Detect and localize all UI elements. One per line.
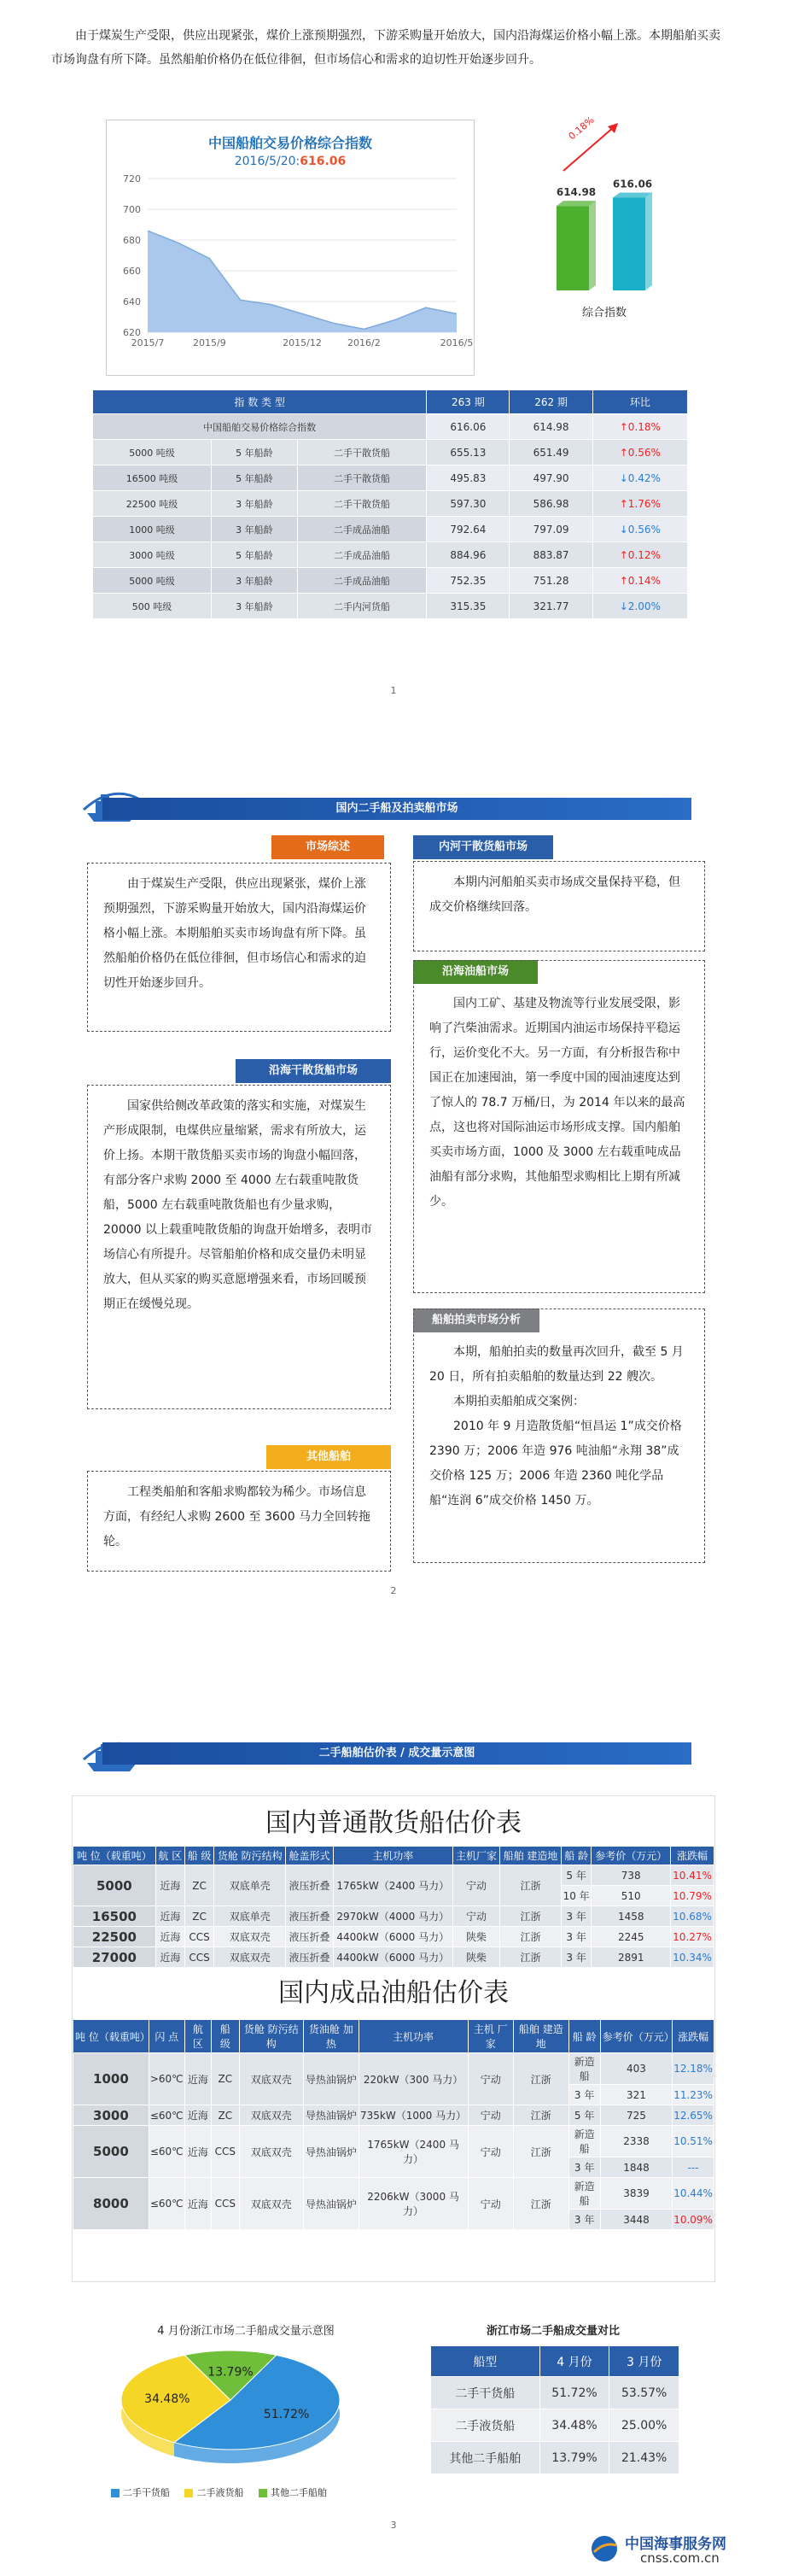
bulk-cover: 液压折叠 xyxy=(286,1906,333,1927)
pie-slice-label: 51.72% xyxy=(263,2407,310,2421)
legend-item xyxy=(259,2487,327,2498)
oil-header: 航 区 xyxy=(184,2020,212,2053)
compare-table xyxy=(430,2345,679,2474)
bulk-place: 江浙 xyxy=(500,1947,562,1968)
oil-row xyxy=(73,2053,714,2085)
index-value-previous: 497.90 xyxy=(510,465,592,491)
other-ships-text: 工程类船舶和客船求购都较为稀少。市场信息方面，有经纪人求购 2600 至 3600 马力全回转拖轮。 xyxy=(87,1471,391,1572)
y-tick-label: 720 xyxy=(123,173,141,184)
oil-header: 吨 位（载重吨） xyxy=(73,2020,149,2053)
index-name: 中国船舶交易价格综合指数 xyxy=(93,414,427,440)
oil-tonnage: 5000 xyxy=(73,2126,149,2178)
index-value-current: 655.13 xyxy=(427,440,510,465)
oil-area: 近海 xyxy=(184,2053,212,2105)
oil-change: 10.44% xyxy=(673,2178,714,2210)
index-table-header: 262 期 xyxy=(510,390,592,414)
bulk-header: 货舱 防污结构 xyxy=(214,1847,286,1865)
oil-table-title: 国内成品油船估价表 xyxy=(278,1978,509,2008)
compare-cell: 51.72% xyxy=(539,2377,609,2409)
oil-header: 闪 点 xyxy=(149,2020,184,2053)
index-tonnage: 500 吨级 xyxy=(93,594,212,619)
index-age: 3 年船龄 xyxy=(212,517,298,542)
oil-header: 货舱 防污结构 xyxy=(239,2020,304,2053)
index-bar xyxy=(613,197,645,290)
bulk-age: 3 年 xyxy=(561,1906,592,1927)
oil-age: 新造船 xyxy=(568,2053,600,2085)
pie-title: 4 月份浙江市场二手船成交量示意图 xyxy=(157,2325,335,2338)
compare-header: 3 月份 xyxy=(609,2346,679,2377)
oil-price: 1848 xyxy=(600,2157,672,2178)
bulk-maker: 陕柴 xyxy=(452,1947,499,1968)
index-value-previous: 321.77 xyxy=(510,594,592,619)
pie-slice-label: 34.48% xyxy=(144,2392,190,2407)
oil-cls: ZC xyxy=(212,2105,239,2126)
bulk-tonnage: 16500 xyxy=(73,1906,156,1927)
oil-maker: 宁动 xyxy=(468,2178,514,2230)
compare-cell: 13.79% xyxy=(539,2442,609,2474)
oil-tonnage: 1000 xyxy=(73,2053,149,2105)
oil-heat: 导热油锅炉 xyxy=(304,2126,359,2178)
oil-age: 3 年 xyxy=(568,2085,600,2105)
bulk-header: 主机功率 xyxy=(333,1847,452,1865)
bulk-hold: 双底单壳 xyxy=(214,1865,286,1906)
bulk-header: 船 级 xyxy=(184,1847,213,1865)
index-tonnage: 16500 吨级 xyxy=(93,465,212,491)
watermark-cn: 中国海事服务网 xyxy=(625,2536,726,2553)
bulk-maker: 宁动 xyxy=(452,1865,499,1906)
page-number: 2 xyxy=(390,1585,397,1596)
oil-row xyxy=(73,2105,714,2126)
index-tonnage: 5000 吨级 xyxy=(93,568,212,594)
index-row xyxy=(93,517,688,542)
index-type: 二手干散货船 xyxy=(297,440,427,465)
oil-price: 725 xyxy=(600,2105,672,2126)
compare-row xyxy=(431,2442,679,2474)
index-change: ↑1.76% xyxy=(592,491,687,517)
oil-header: 船 龄 xyxy=(568,2020,600,2053)
index-value-current: 752.35 xyxy=(427,568,510,594)
legend-label: 二手干货船 xyxy=(123,2487,170,2498)
oil-header: 涨跌幅 xyxy=(673,2020,714,2053)
bulk-header: 吨 位（载重吨） xyxy=(73,1847,156,1865)
compare-cell: 二手干货船 xyxy=(431,2377,540,2409)
y-tick-label: 660 xyxy=(123,266,141,277)
oil-area: 近海 xyxy=(184,2178,212,2230)
oil-age: 新造船 xyxy=(568,2178,600,2210)
index-tonnage: 3000 吨级 xyxy=(93,542,212,568)
index-change-label: 0.18% xyxy=(566,114,597,143)
pie-chart-svg xyxy=(94,2340,384,2477)
oil-header: 主机功率 xyxy=(359,2020,468,2053)
section2-banner: 国内二手船及拍卖船市场 xyxy=(102,798,691,820)
chart-subtitle xyxy=(107,155,474,168)
index-bar xyxy=(557,206,589,290)
bulk-table-title: 国内普通散货船估价表 xyxy=(265,1808,522,1838)
index-value-previous: 883.87 xyxy=(510,542,592,568)
page-number: 3 xyxy=(390,2520,397,2531)
oil-place: 江浙 xyxy=(514,2053,569,2105)
area-fill xyxy=(148,231,457,332)
oil-change: 12.65% xyxy=(673,2105,714,2126)
bulk-cover: 液压折叠 xyxy=(286,1947,333,1968)
coastal-oil-text: 国内工矿、基建及物流等行业发展受限，影响了汽柴油需求。近期国内油运市场保持平稳运行，运价变化不大。另一方面，有分析报告称中国正在加速囤油，第一季度中国的囤油速度达到了惊人的 78.7 万桶/日，为 2014 年以来的最高点，这也将对国际油运市场形成支撑。国内船舶买卖市场方面，1000 及 3000 左右载重吨成品油船有部分求购，其他船型求购相比上期有所减少。 xyxy=(413,960,705,1293)
oil-heat: 导热油锅炉 xyxy=(304,2105,359,2126)
oil-hold: 双底双壳 xyxy=(239,2105,304,2126)
bulk-price: 510 xyxy=(592,1886,671,1906)
bulk-cls: ZC xyxy=(184,1906,213,1927)
index-table-header: 263 期 xyxy=(427,390,510,414)
oil-maker: 宁动 xyxy=(468,2053,514,2105)
chart-subtitle-value: 616.06 xyxy=(300,155,347,168)
bulk-header: 舱盖形式 xyxy=(286,1847,333,1865)
bulk-cls: ZC xyxy=(184,1865,213,1906)
bulk-header: 主机厂家 xyxy=(452,1847,499,1865)
oil-price: 403 xyxy=(600,2053,672,2085)
river-bulk-text: 本期内河船舶买卖市场成交量保持平稳，但成交价格继续回落。 xyxy=(413,861,705,951)
index-table-header: 环比 xyxy=(592,390,687,414)
index-change: ↑0.12% xyxy=(592,542,687,568)
index-change: ↓2.00% xyxy=(592,594,687,619)
oil-change: 10.51% xyxy=(673,2126,714,2157)
bulk-cls: CCS xyxy=(184,1947,213,1968)
bulk-change: 10.34% xyxy=(671,1947,714,1968)
index-type: 二手成品油船 xyxy=(297,542,427,568)
bulk-row xyxy=(73,1865,714,1886)
oil-price: 321 xyxy=(600,2085,672,2105)
index-table xyxy=(92,389,688,619)
index-bar-top xyxy=(613,192,652,197)
intro-paragraph: 由于煤炭生产受限，供应出现紧张，煤价上涨预期强烈，下游采购量开始放大，国内沿海煤运价格小幅上涨。本期船舶买卖市场询盘有所下降。虽然船舶价格仍在低位徘徊，但市场信心和需求的迫切性开始逐步回升。 xyxy=(51,29,720,67)
index-age: 3 年船龄 xyxy=(212,568,298,594)
oil-power: 1765kW（2400 马力） xyxy=(359,2126,468,2178)
pie-legend xyxy=(111,2485,393,2499)
bulk-header: 参考价（万元） xyxy=(592,1847,671,1865)
oil-header: 参考价（万元） xyxy=(600,2020,672,2053)
bulk-age: 10 年 xyxy=(561,1886,592,1906)
x-tick-label: 2015/9 xyxy=(193,337,226,348)
oil-tonnage: 8000 xyxy=(73,2178,149,2230)
index-tonnage: 5000 吨级 xyxy=(93,440,212,465)
oil-power: 735kW（1000 马力） xyxy=(359,2105,468,2126)
legend-swatch-icon xyxy=(111,2489,120,2497)
oil-change: 10.09% xyxy=(673,2210,714,2230)
bulk-power: 4400kW（6000 马力） xyxy=(333,1947,452,1968)
bulk-place: 江浙 xyxy=(500,1865,562,1906)
oil-cls: CCS xyxy=(212,2126,239,2178)
oil-flash: ≤60℃ xyxy=(149,2105,184,2126)
index-age: 5 年船龄 xyxy=(212,542,298,568)
bulk-price: 2245 xyxy=(592,1927,671,1947)
oil-header: 货油舱 加热 xyxy=(304,2020,359,2053)
oil-age: 3 年 xyxy=(568,2157,600,2178)
bulk-maker: 陕柴 xyxy=(452,1927,499,1947)
legend-swatch-icon xyxy=(184,2489,193,2497)
oil-tonnage: 3000 xyxy=(73,2105,149,2126)
oil-hold: 双底双壳 xyxy=(239,2053,304,2105)
index-value-current: 597.30 xyxy=(427,491,510,517)
y-tick-label: 700 xyxy=(123,204,141,215)
market-overview-tag: 市场综述 xyxy=(271,835,384,859)
oil-header: 船舶 建造地 xyxy=(514,2020,569,2053)
index-bar-caption: 综合指数 xyxy=(581,307,627,319)
index-row xyxy=(93,542,688,568)
index-age: 3 年船龄 xyxy=(212,491,298,517)
index-value-previous: 797.09 xyxy=(510,517,592,542)
legend-swatch-icon xyxy=(259,2489,267,2497)
oil-place: 江浙 xyxy=(514,2105,569,2126)
index-tonnage: 22500 吨级 xyxy=(93,491,212,517)
bulk-tonnage: 22500 xyxy=(73,1927,156,1947)
oil-price: 2338 xyxy=(600,2126,672,2157)
y-tick-label: 620 xyxy=(123,327,141,338)
bulk-change: 10.68% xyxy=(671,1906,714,1927)
oil-flash: ≤60℃ xyxy=(149,2126,184,2178)
auction-text-3: 2010 年 9 月造散货船“恒昌运 1”成交价格 2390 万；2006 年造 976 吨油船“永翔 38”成交价格 125 万；2006 年造 2360 吨化学品船“连润 6”成交价格 1450 万。 xyxy=(429,1420,682,1508)
coastal-bulk-tag: 沿海干散货船市场 xyxy=(236,1059,391,1083)
watermark-en: cnss.com.cn xyxy=(640,2550,720,2566)
index-age: 5 年船龄 xyxy=(212,440,298,465)
legend-item xyxy=(184,2487,243,2498)
index-type: 二手成品油船 xyxy=(297,517,427,542)
oil-age: 5 年 xyxy=(568,2105,600,2126)
oil-area: 近海 xyxy=(184,2126,212,2178)
coastal-oil-tag: 沿海油船市场 xyxy=(413,960,538,984)
index-row xyxy=(93,491,688,517)
bulk-change: 10.79% xyxy=(671,1886,714,1906)
oil-power: 220kW（300 马力） xyxy=(359,2053,468,2105)
composite-index-chart xyxy=(106,120,475,376)
oil-hold: 双底双壳 xyxy=(239,2126,304,2178)
auction-text-1: 本期，船舶拍卖的数量再次回升，截至 5 月 20 日，所有拍卖船舶的数量达到 22 艘次。 xyxy=(429,1345,684,1384)
index-change: ↑0.56% xyxy=(592,440,687,465)
bulk-tonnage: 5000 xyxy=(73,1865,156,1906)
coastal-bulk-text: 国家供给侧改革政策的落实和实施，对煤炭生产形成限制，电煤供应量缩紧，需求有所放大，运价上扬。本期干散货船买卖市场的询盘小幅回落，有部分客户求购 2000 至 4000 左右载重吨散货船，5000 左右载重吨散货船也有少量求购，20000 以上载重吨散货船的询盘开始增多，表明市场信心有所提升。尽管船舶价格和成交量仍未明显放大，但从买家的购买意愿增强来看，市场回暖预期正在缓慢兑现。 xyxy=(87,1085,391,1409)
oil-age: 新造船 xyxy=(568,2126,600,2157)
bulk-change: 10.27% xyxy=(671,1927,714,1947)
index-value-current: 315.35 xyxy=(427,594,510,619)
compare-row xyxy=(431,2377,679,2409)
legend-label: 其他二手船舶 xyxy=(270,2487,327,2498)
index-bar-side xyxy=(645,192,652,290)
index-bar-comparison xyxy=(538,102,683,325)
oil-age: 3 年 xyxy=(568,2210,600,2230)
oil-cls: ZC xyxy=(212,2053,239,2105)
index-value-current: 792.64 xyxy=(427,517,510,542)
bulk-area: 近海 xyxy=(155,1927,184,1947)
oil-change: 11.23% xyxy=(673,2085,714,2105)
oil-change: --- xyxy=(673,2157,714,2178)
compare-header: 船型 xyxy=(431,2346,540,2377)
index-change: ↑0.14% xyxy=(592,568,687,594)
oil-header: 船 级 xyxy=(212,2020,239,2053)
index-row xyxy=(93,568,688,594)
index-value-previous: 651.49 xyxy=(510,440,592,465)
bulk-area: 近海 xyxy=(155,1865,184,1906)
oil-place: 江浙 xyxy=(514,2126,569,2178)
oil-header: 主机 厂家 xyxy=(468,2020,514,2053)
compare-cell: 21.43% xyxy=(609,2442,679,2474)
bulk-area: 近海 xyxy=(155,1947,184,1968)
index-change: ↑0.18% xyxy=(592,414,687,440)
other-ships-tag: 其他船舶 xyxy=(266,1445,391,1469)
oil-power: 2206kW（3000 马力） xyxy=(359,2178,468,2230)
index-row xyxy=(93,465,688,491)
bulk-power: 2970kW（4000 马力） xyxy=(333,1906,452,1927)
index-type: 二手干散货船 xyxy=(297,465,427,491)
bulk-age: 3 年 xyxy=(561,1927,592,1947)
section3-banner: 二手船舶估价表 / 成交量示意图 xyxy=(102,1742,691,1765)
bulk-place: 江浙 xyxy=(500,1927,562,1947)
index-value-current: 616.06 xyxy=(427,414,510,440)
bulk-cover: 液压折叠 xyxy=(286,1865,333,1906)
globe-logo-icon xyxy=(589,2533,620,2564)
oil-price: 3839 xyxy=(600,2178,672,2210)
bulk-row xyxy=(73,1906,714,1927)
compare-cell: 34.48% xyxy=(539,2409,609,2442)
index-row xyxy=(93,414,688,440)
compare-cell: 其他二手船舶 xyxy=(431,2442,540,2474)
oil-valuation-table xyxy=(73,2019,714,2230)
oil-maker: 宁动 xyxy=(468,2126,514,2178)
compare-cell: 53.57% xyxy=(609,2377,679,2409)
legend-item xyxy=(111,2487,170,2498)
bulk-header: 涨跌幅 xyxy=(671,1847,714,1865)
bulk-change: 10.41% xyxy=(671,1865,714,1886)
x-tick-label: 2015/7 xyxy=(131,337,165,348)
x-tick-label: 2016/2 xyxy=(347,337,381,348)
y-tick-label: 680 xyxy=(123,235,141,246)
index-age: 5 年船龄 xyxy=(212,465,298,491)
bulk-header: 船 龄 xyxy=(561,1847,592,1865)
chart-title: 中国船舶交易价格综合指数 xyxy=(207,135,372,151)
oil-cls: CCS xyxy=(212,2178,239,2230)
legend-label: 二手液货船 xyxy=(196,2487,244,2498)
bulk-age: 5 年 xyxy=(561,1865,592,1886)
river-bulk-tag: 内河干散货船市场 xyxy=(413,835,553,859)
bulk-cls: CCS xyxy=(184,1927,213,1947)
oil-heat: 导热油锅炉 xyxy=(304,2178,359,2230)
bulk-header: 航 区 xyxy=(155,1847,184,1865)
bulk-price: 738 xyxy=(592,1865,671,1886)
oil-area: 近海 xyxy=(184,2105,212,2126)
bulk-price: 1458 xyxy=(592,1906,671,1927)
bulk-row xyxy=(73,1927,714,1947)
index-value-current: 495.83 xyxy=(427,465,510,491)
bulk-maker: 宁动 xyxy=(452,1906,499,1927)
index-row xyxy=(93,440,688,465)
index-bar-label: 614.98 xyxy=(556,186,597,199)
compare-cell: 25.00% xyxy=(609,2409,679,2442)
oil-price: 3448 xyxy=(600,2210,672,2230)
compare-row xyxy=(431,2409,679,2442)
index-value-current: 884.96 xyxy=(427,542,510,568)
oil-flash: >60℃ xyxy=(149,2053,184,2105)
oil-row xyxy=(73,2178,714,2210)
bulk-price: 2891 xyxy=(592,1947,671,1968)
bulk-row xyxy=(73,1947,714,1968)
index-age: 3 年船龄 xyxy=(212,594,298,619)
index-change: ↓0.42% xyxy=(592,465,687,491)
index-tonnage: 1000 吨级 xyxy=(93,517,212,542)
compare-title: 浙江市场二手船成交量对比 xyxy=(486,2325,620,2338)
oil-hold: 双底双壳 xyxy=(239,2178,304,2230)
bulk-header: 船舶 建造地 xyxy=(500,1847,562,1865)
oil-row xyxy=(73,2126,714,2157)
index-bar-label: 616.06 xyxy=(612,178,653,190)
index-type: 二手内河货船 xyxy=(297,594,427,619)
area-chart-svg xyxy=(107,170,474,375)
y-tick-label: 640 xyxy=(123,296,141,307)
auction-box xyxy=(413,1308,705,1563)
compare-header: 4 月份 xyxy=(539,2346,609,2377)
bulk-age: 3 年 xyxy=(561,1947,592,1968)
index-change: ↓0.56% xyxy=(592,517,687,542)
bulk-cover: 液压折叠 xyxy=(286,1927,333,1947)
chart-subtitle-date: 2016/5/20: xyxy=(234,155,300,168)
index-row xyxy=(93,594,688,619)
bulk-place: 江浙 xyxy=(500,1906,562,1927)
page-number: 1 xyxy=(390,685,397,696)
index-bar-top xyxy=(557,201,596,206)
watermark xyxy=(589,2530,777,2569)
bulk-area: 近海 xyxy=(155,1906,184,1927)
bulk-power: 4400kW（6000 马力） xyxy=(333,1927,452,1947)
oil-flash: ≤60℃ xyxy=(149,2178,184,2230)
pie-slice-label: 13.79% xyxy=(207,2365,254,2380)
auction-tag: 船舶拍卖市场分析 xyxy=(413,1308,539,1332)
x-tick-label: 2015/12 xyxy=(283,337,322,348)
oil-place: 江浙 xyxy=(514,2178,569,2230)
auction-text-2: 本期拍卖船舶成交案例： xyxy=(453,1395,585,1408)
bulk-power: 1765kW（2400 马力） xyxy=(333,1865,452,1906)
bulk-valuation-table xyxy=(73,1846,714,1968)
index-bars-svg xyxy=(538,102,683,325)
index-value-previous: 751.28 xyxy=(510,568,592,594)
compare-cell: 二手液货船 xyxy=(431,2409,540,2442)
bulk-hold: 双底双壳 xyxy=(214,1927,286,1947)
oil-change: 12.18% xyxy=(673,2053,714,2085)
market-overview-text: 由于煤炭生产受限，供应出现紧张，煤价上涨预期强烈，下游采购量开始放大，国内沿海煤运价格小幅上涨。本期船舶买卖市场询盘有所下降。虽然船舶价格仍在低位徘徊，但市场信心和需求的迫切性开始逐步回升。 xyxy=(87,863,391,1032)
bulk-tonnage: 27000 xyxy=(73,1947,156,1968)
index-bar-side xyxy=(589,201,596,290)
bulk-hold: 双底双壳 xyxy=(214,1947,286,1968)
index-type: 二手成品油船 xyxy=(297,568,427,594)
oil-maker: 宁动 xyxy=(468,2105,514,2126)
bulk-hold: 双底单壳 xyxy=(214,1906,286,1927)
oil-heat: 导热油锅炉 xyxy=(304,2053,359,2105)
index-table-header: 指 数 类 型 xyxy=(93,390,427,414)
index-type: 二手干散货船 xyxy=(297,491,427,517)
index-value-previous: 614.98 xyxy=(510,414,592,440)
valuation-tables-panel xyxy=(72,1795,715,2282)
x-tick-label: 2016/5 xyxy=(440,337,474,348)
index-value-previous: 586.98 xyxy=(510,491,592,517)
